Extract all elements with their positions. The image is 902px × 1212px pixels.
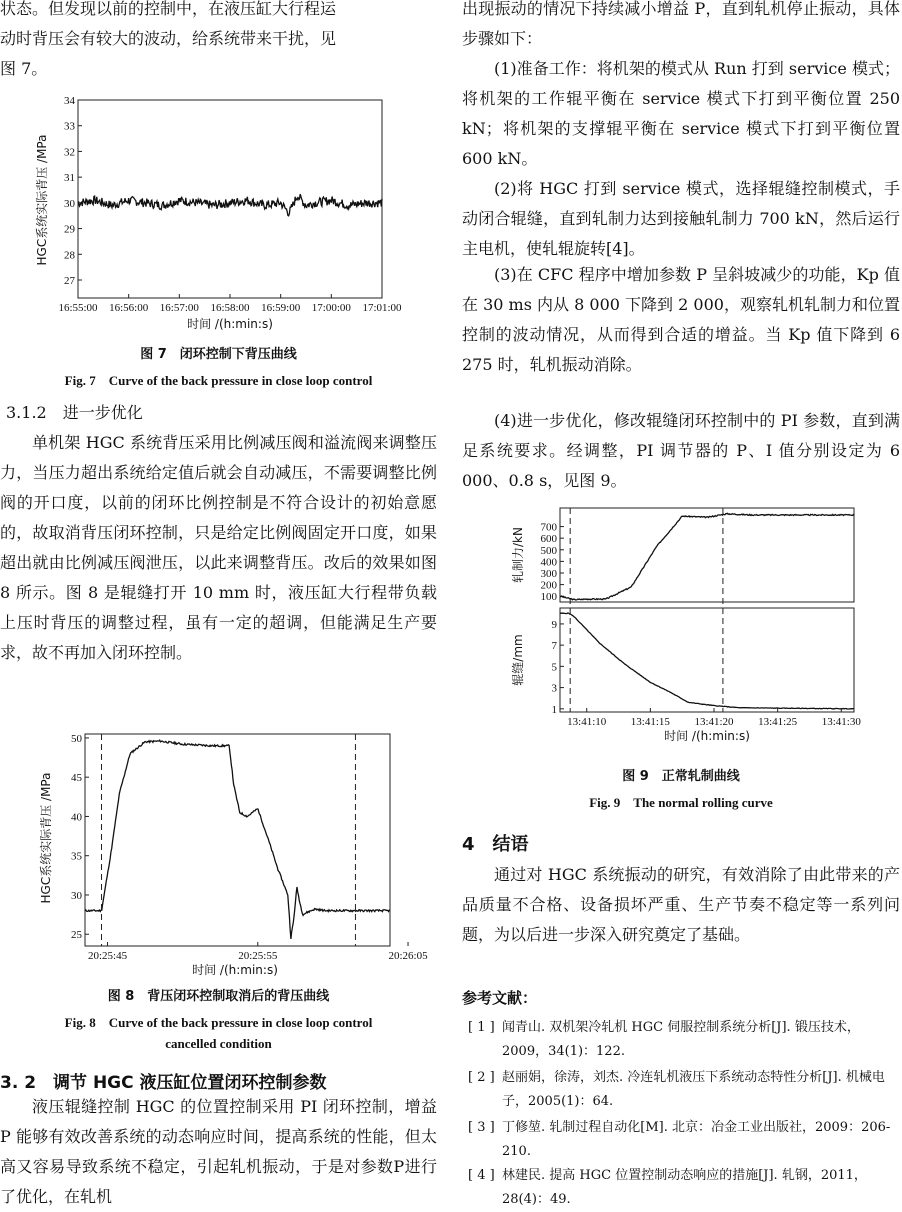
x-tick-label: 13:41:30 <box>821 716 861 728</box>
fig9-x-label: 时间 /(h:min:s) <box>664 729 750 743</box>
x-tick-label: 13:41:20 <box>694 716 734 728</box>
y-tick-label: 35 <box>71 850 82 863</box>
section-3-2-heading: 3. 2 调节 HGC 液压缸位置闭环控制参数 <box>0 1073 327 1093</box>
reference-number: [ 3 ] <box>468 1120 495 1135</box>
y-tick-label: 100 <box>540 591 557 604</box>
x-tick-label: 16:55:00 <box>58 302 98 314</box>
reference-number: [ 1 ] <box>468 1020 495 1035</box>
fig8-x-label: 时间 /(h:min:s) <box>192 963 278 977</box>
fig9-force-frame <box>560 508 854 602</box>
fig9-caption-en: Fig. 9 The normal rolling curve <box>589 795 773 810</box>
section-4-heading: 4 结语 <box>462 834 529 855</box>
x-tick-label: 17:01:00 <box>362 302 402 314</box>
fig7-chart <box>30 90 410 340</box>
reference-number: [ 2 ] <box>468 1070 495 1085</box>
fig8-plot-frame <box>85 734 390 946</box>
reference-item <box>462 1116 900 1164</box>
x-tick-label: 16:58:00 <box>210 302 250 314</box>
reference-text: 闻青山. 双机架冷轧机 HGC 伺服控制系统分析[J]. 锻压技术，2009，34(1)：122. <box>502 1020 860 1059</box>
reference-text: 丁修堃. 轧制过程自动化[M]. 北京：冶金工业出版社，2009：206-210. <box>502 1120 891 1159</box>
y-tick-label: 50 <box>71 732 82 745</box>
y-tick-label: 29 <box>64 223 75 236</box>
fig9-marker-lines <box>570 508 723 712</box>
y-tick-label: 600 <box>540 533 557 546</box>
y-tick-label: 1 <box>551 703 557 716</box>
fig8-marker-lines <box>102 734 356 946</box>
intro-line-1: 状态。但发现以前的控制中，在液压缸大行程运 <box>0 0 337 18</box>
y-tick-label: 3 <box>551 682 557 695</box>
reference-item <box>462 1016 900 1064</box>
fig9-x-ticks <box>567 708 861 728</box>
continued-paragraph: 出现振动的情况下持续减小增益 P，直到轧机停止振动，具体步骤如下： <box>462 0 900 48</box>
x-tick-label: 13:41:25 <box>758 716 798 728</box>
reference-text: 林建民. 提高 HGC 位置控制动态响应的措施[J]. 轧钢，2011，28(4)：49. <box>502 1168 867 1207</box>
y-tick-label: 45 <box>71 772 82 785</box>
x-tick-label: 20:26:05 <box>388 950 428 962</box>
intro-paragraph <box>0 0 437 84</box>
fig9-caption-cn: 图 9 正常轧制曲线 <box>622 769 740 784</box>
fig9-gap-y-label: 辊缝/mm <box>511 634 525 686</box>
x-tick-label: 16:57:00 <box>159 302 199 314</box>
fig7-x-ticks <box>58 294 402 314</box>
reference-text: 赵丽娟，徐涛，刘杰. 冷连轧机液压下系统动态特性分析[J]. 机械电子，2005(1)：64. <box>502 1070 885 1109</box>
y-tick-label: 30 <box>71 889 82 902</box>
fig8-caption-cn: 图 8 背压闭环控制取消后的背压曲线 <box>107 989 330 1004</box>
conclusion-paragraph: 通过对 HGC 系统振动的研究，有效消除了由此带来的产品质量不合格、设备损坏严重、生产节奏不稳定等一系列问题，为以后进一步深入研究奠定了基础。 <box>462 865 900 944</box>
y-tick-label: 30 <box>64 197 75 210</box>
reference-number: [ 4 ] <box>468 1168 495 1183</box>
step-4: (4)进一步优化，修改辊缝闭环控制中的 PI 参数，直到满足系统要求。经调整，PI 调节器的 P、I 值分别设定为 6 000、0.8 s，见图 9。 <box>462 411 900 490</box>
fig7-plot-frame <box>78 100 382 298</box>
fig8-caption-en-line2: cancelled condition <box>165 1036 272 1051</box>
step-3: (3)在 CFC 程序中增加参数 P 呈斜坡减少的功能，Kp 值在 30 ms 内从 8 000 下降到 2 000，观察轧机轧制力和位置控制的波动情况，从而得到合适的增益。当 Kp 值下降到 6 275 时，轧机振动消除。 <box>462 265 900 374</box>
x-tick-label: 20:25:55 <box>238 950 278 962</box>
fig9-chart <box>502 500 902 750</box>
fig9-gap-trace <box>560 613 854 709</box>
y-tick-label: 34 <box>64 95 75 107</box>
x-tick-label: 16:56:00 <box>109 302 149 314</box>
step-2: (2)将 HGC 打到 service 模式，选择辊缝控制模式，手动闭合辊缝，直到轧制力达到接触轧制力 700 kN，然后运行主电机，使轧辊旋转[4]。 <box>462 179 900 258</box>
reference-item <box>462 1164 900 1212</box>
fig7-y-ticks <box>64 95 82 287</box>
fig7-x-label: 时间 /(h:min:s) <box>187 317 273 331</box>
y-tick-label: 700 <box>540 521 557 534</box>
y-tick-label: 40 <box>71 811 82 824</box>
intro-line-3: 图 7。 <box>0 59 48 78</box>
y-tick-label: 5 <box>551 661 557 674</box>
x-tick-label: 20:25:45 <box>87 950 128 962</box>
y-tick-label: 32 <box>64 146 75 159</box>
fig7-caption-en: Fig. 7 Curve of the back pressure in close loop control <box>64 373 373 388</box>
fig9-force-trace <box>560 513 854 600</box>
fig9-gap-frame <box>560 608 854 712</box>
y-tick-label: 400 <box>540 556 557 569</box>
y-tick-label: 31 <box>64 172 75 185</box>
fig7-trace <box>78 194 382 216</box>
y-tick-label: 500 <box>540 544 557 557</box>
fig8-y-label: HGC系统实际背压 /MPa <box>39 772 53 904</box>
x-tick-label: 16:59:00 <box>261 302 301 314</box>
y-tick-label: 28 <box>64 249 75 262</box>
y-tick-label: 7 <box>551 640 557 653</box>
fig9-force-y-label: 轧制力/kN <box>511 527 525 583</box>
section-3-1-2-heading: 3.1.2 进一步优化 <box>6 403 143 422</box>
fig9-gap-y-ticks <box>552 619 565 716</box>
fig8-caption-en-line1: Fig. 8 Curve of the back pressure in close loop control <box>64 1015 373 1030</box>
section-3-2-paragraph: 液压辊缝控制 HGC 的位置控制采用 PI 闭环控制，增益 P 能够有效改善系统的动态响应时间，提高系统的性能，但太高又容易导致系统不稳定，引起轧机振动，于是对参数P进行了优化，在轧机 <box>0 1097 437 1206</box>
step-1: (1)准备工作：将机架的模式从 Run 打到 service 模式；将机架的工作辊平衡在 service 模式下打到平衡位置 250 kN；将机架的支撑辊平衡在 service 模式下打到平衡位置 600 kN。 <box>462 59 900 168</box>
reference-item <box>462 1066 900 1114</box>
y-tick-label: 33 <box>64 120 75 133</box>
x-tick-label: 13:41:15 <box>630 716 670 728</box>
y-tick-label: 9 <box>551 618 557 631</box>
section-3-1-2-paragraph: 单机架 HGC 系统背压采用比例减压阀和溢流阀来调整压力，当压力超出系统给定值后就会自动减压，不需要调整比例阀的开口度，以前的闭环比例控制是不符合设计的初始意愿的，故取消背压闭环控制，只是给定比例阀固定开口度，如果超出就由比例减压阀泄压，以此来调整背压。改后的效果如图 8 所示。图 8 是辊缝打开 10 mm 时，液压缸大行程带负载上压时背压的调整过程，虽有一定的超调，但能满足生产要求，故不再加入闭环控制。 <box>0 433 437 662</box>
fig8-trace <box>85 740 390 939</box>
fig8-chart <box>30 726 428 978</box>
y-tick-label: 25 <box>71 929 82 942</box>
y-tick-label: 27 <box>64 275 75 287</box>
intro-line-2: 动时背压会有较大的波动，给系统带来干扰，见 <box>0 29 337 48</box>
fig8-x-ticks <box>88 942 428 962</box>
x-tick-label: 13:41:10 <box>567 716 607 728</box>
y-tick-label: 300 <box>540 567 557 580</box>
x-tick-label: 17:00:00 <box>311 302 351 314</box>
y-tick-label: 200 <box>540 579 557 592</box>
fig7-caption-cn: 图 7 闭环控制下背压曲线 <box>140 347 297 362</box>
references-title: 参考文献： <box>462 989 538 1007</box>
fig7-y-label: HGC系统实际背压 /MPa <box>35 134 49 266</box>
